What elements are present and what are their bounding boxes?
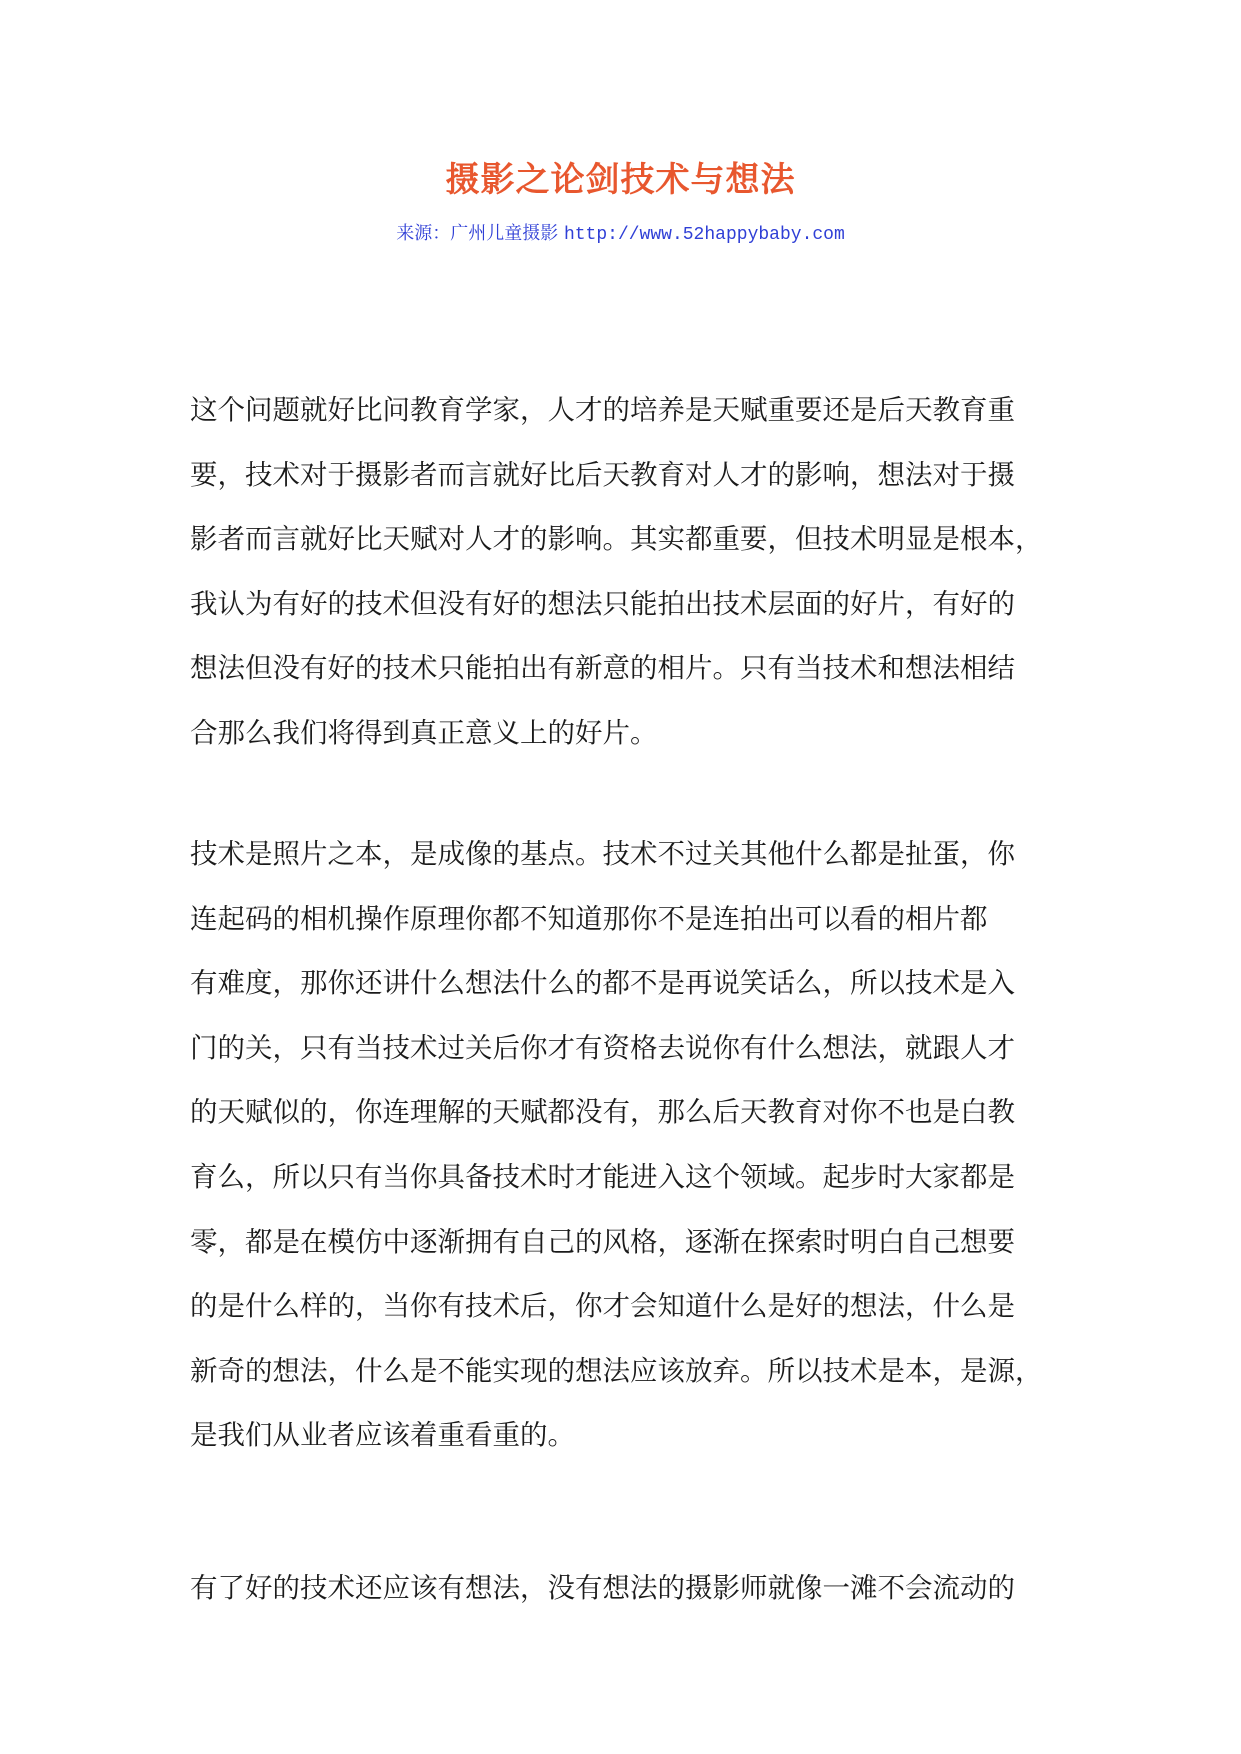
paragraph-line: 合那么我们将得到真正意义上的好片。 [190,716,658,749]
paragraph-3 [190,1556,1050,1621]
paragraph-line: 想法但没有好的技术只能拍出有新意的相片。只有当技术和想法相结 [190,652,1015,685]
paragraph-line: 新奇的想法，什么是不能实现的想法应该放弃。所以技术是本，是源， [190,1354,1043,1387]
paragraph-line: 育么，所以只有当你具备技术时才能进入这个领域。起步时大家都是 [190,1160,1015,1193]
paragraph-line: 影者而言就好比天赋对人才的影响。其实都重要，但技术明显是根本， [190,523,1043,556]
paragraph-line: 技术是照片之本，是成像的基点。技术不过关其他什么都是扯蛋，你 [190,838,1015,870]
paragraph-line: 这个问题就好比问教育学家，人才的培养是天赋重要还是后天教育重 [190,394,1015,426]
source-label: 来源：广州儿童摄影 [396,223,559,244]
paragraph-line: 要，技术对于摄影者而言就好比后天教育对人才的影响，想法对于摄 [190,458,1015,491]
paragraph-line: 是我们从业者应该着重看重的。 [190,1419,575,1452]
paragraph-line: 有难度，那你还讲什么想法什么的都不是再说笑话么，所以技术是入 [190,967,1015,1000]
paragraph-line: 的是什么样的，当你有技术后，你才会知道什么是好的想法，什么是 [190,1290,1015,1323]
paragraph-line: 我认为有好的技术但没有好的想法只能拍出技术层面的好片，有好的 [190,587,1015,620]
paragraph-1 [190,378,1050,766]
source-url-link[interactable]: http://www.52happybaby.com [563,225,845,245]
paragraph-line: 门的关，只有当技术过关后你才有资格去说你有什么想法，就跟人才 [190,1031,1015,1064]
document-title: 摄影之论剑技术与想法 [445,160,796,200]
source-line [0,222,1241,247]
paragraph-line: 的天赋似的，你连理解的天赋都没有，那么后天教育对你不也是白教 [190,1096,1015,1129]
paragraph-line: 连起码的相机操作原理你都不知道那你不是连拍出可以看的相片都 [190,902,988,935]
paragraph-line: 有了好的技术还应该有想法，没有想法的摄影师就像一滩不会流动的 [190,1572,1015,1604]
paragraph-line: 零，都是在模仿中逐渐拥有自己的风格，逐渐在探索时明白自己想要 [190,1225,1015,1258]
paragraph-2 [190,822,1050,1468]
